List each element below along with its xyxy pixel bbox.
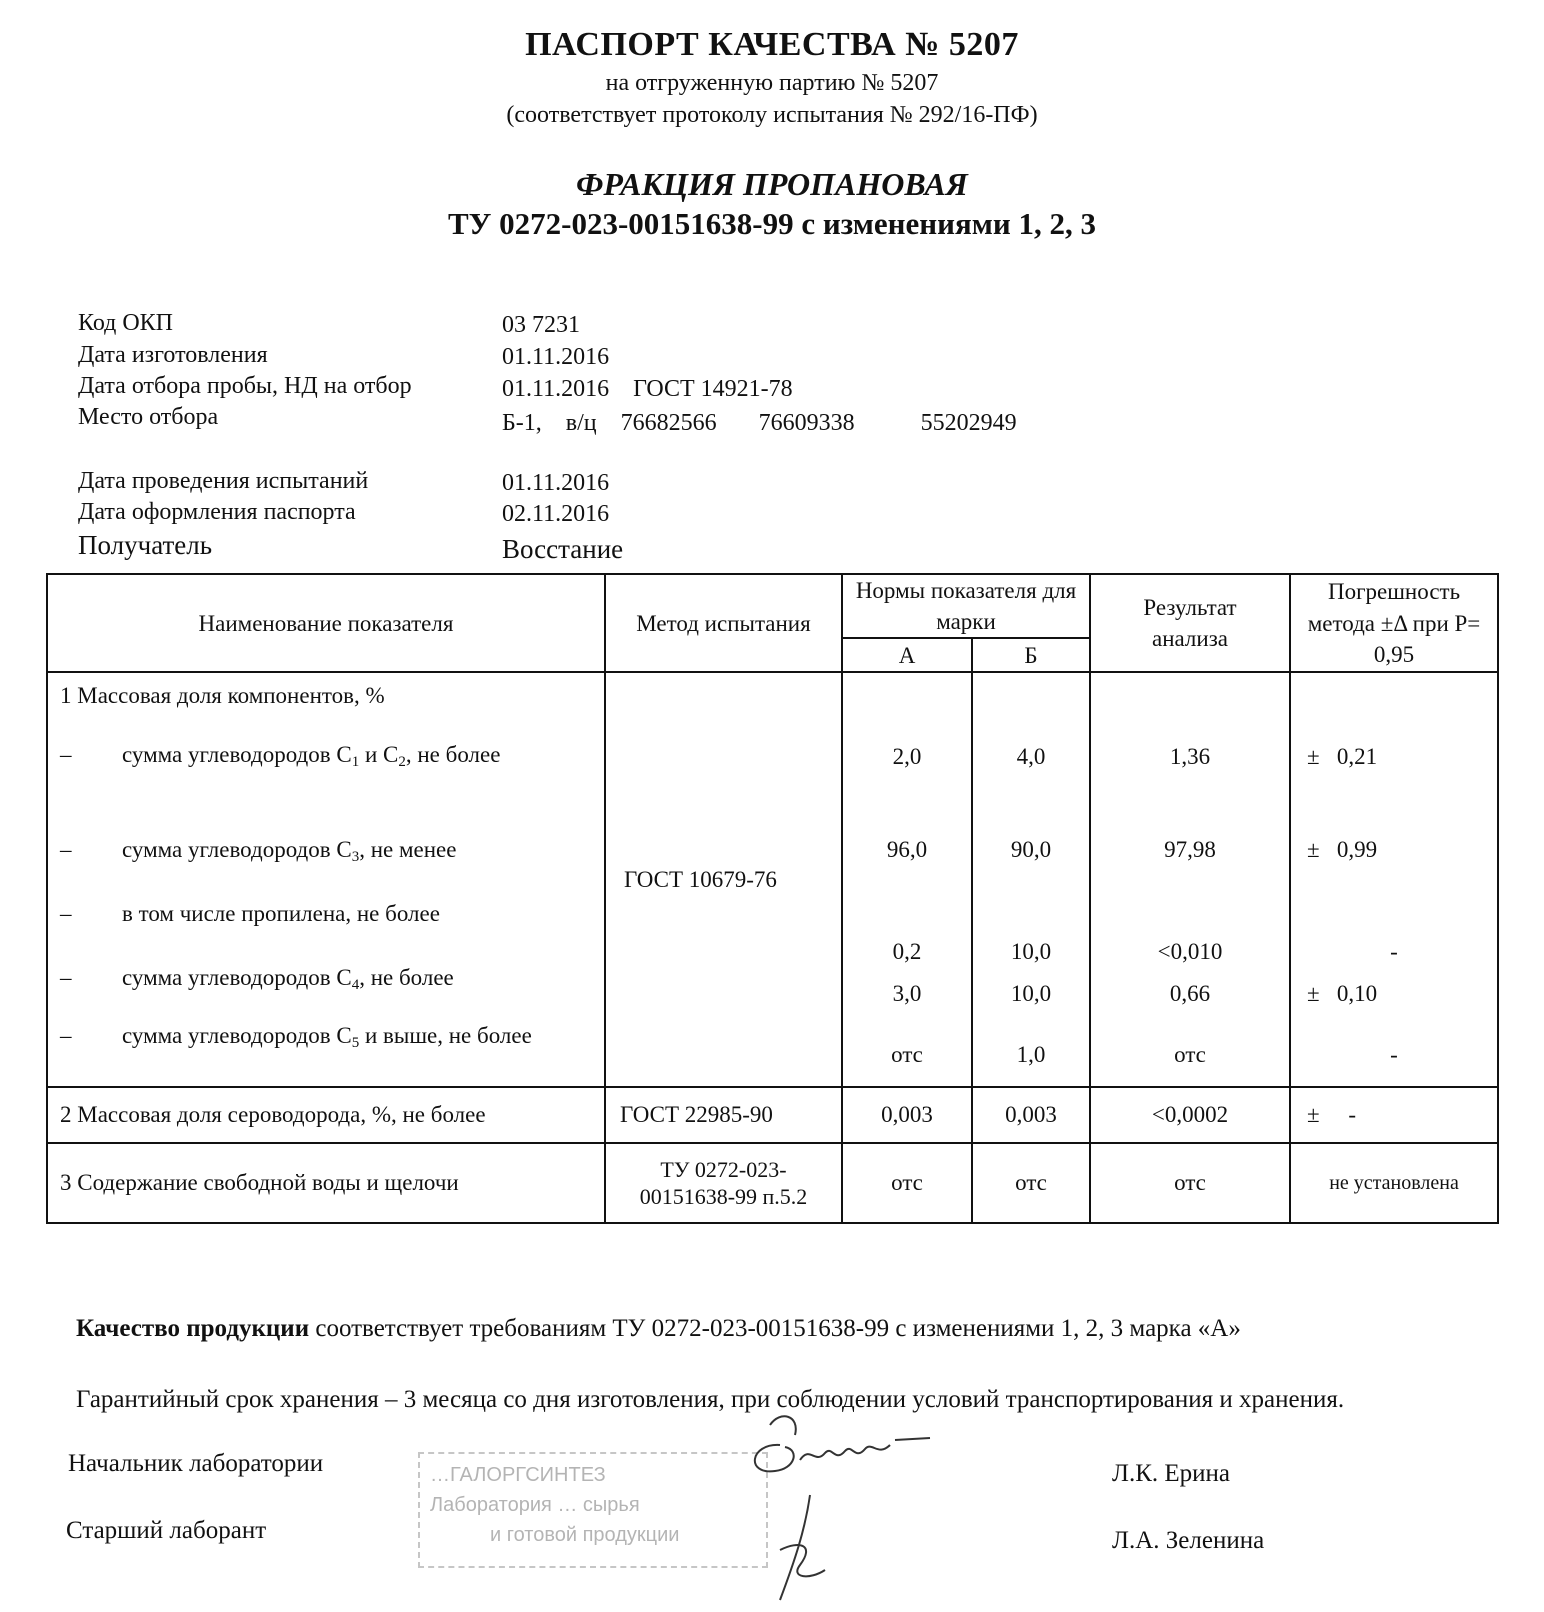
field-label: Получатель — [78, 530, 213, 560]
table-row — [47, 1143, 1498, 1223]
error: ± 0,99 — [1290, 837, 1498, 901]
norm-b: 0,003 — [972, 1087, 1090, 1143]
table-row: – сумма углеводородов $С_4$, не более 3,0 10,0 0,66 ± 0,10 — [47, 965, 1498, 1023]
row-label: 2 Массовая доля сероводорода, %, не более — [47, 1087, 605, 1143]
field-value: 02.11.2016 — [502, 501, 610, 527]
result: отс — [1090, 1023, 1290, 1087]
signer-role: Старший лаборант — [66, 1517, 267, 1544]
norm-a: отс — [842, 1143, 972, 1223]
header-norm-b: Б — [972, 638, 1090, 672]
result: 0,66 — [1090, 965, 1290, 1023]
norm-b: 10,0 — [972, 901, 1090, 965]
protocol-line: (соответствует протоколу испытания № 292/16-ПФ) — [506, 102, 1038, 128]
error: ± 0,21 — [1290, 742, 1498, 837]
field-label: Дата оформления паспорта — [78, 499, 356, 525]
spec-line: ТУ 0272-023-00151638-99 с изменениями 1, 2, 3 — [447, 206, 1096, 241]
table-row: – в том числе пропилена, не более 0,2 10,0 <0,010 - — [47, 901, 1498, 965]
field-label: Дата проведения испытаний — [78, 468, 369, 494]
field-label: Место отбора — [78, 404, 219, 430]
norm-a: 0,2 — [842, 901, 972, 965]
field-value: Восстание — [502, 534, 624, 564]
error: - — [1290, 901, 1498, 965]
table-row: – сумма углеводородов $С_5$ и выше, не более отс 1,0 отс - — [47, 1023, 1498, 1087]
signer-name: Л.К. Ерина — [1112, 1460, 1231, 1487]
table-row: – сумма углеводородов $С_3$, не менее 96,0 90,0 97,98 ± 0,99 — [47, 837, 1498, 901]
error: не установлена — [1290, 1143, 1498, 1223]
field-value: 01.11.2016 — [502, 470, 610, 496]
lab-stamp: …ГАЛОРГСИНТЕЗ Лаборатория … сырья и готовой продукции — [418, 1452, 768, 1568]
header-method: Метод испытания — [605, 574, 842, 672]
norm-b: отс — [972, 1143, 1090, 1223]
quality-statement: Качество продукции соответствует требованиям ТУ 0272-023-00151638-99 с изменениями 1, 2, 3 марка «А» — [76, 1315, 1241, 1342]
result: отс — [1090, 1143, 1290, 1223]
result: 97,98 — [1090, 837, 1290, 901]
error: - — [1290, 1023, 1498, 1087]
row-method: ГОСТ 22985-90 — [605, 1087, 842, 1143]
result: <0,0002 — [1090, 1087, 1290, 1143]
field-value: 03 7231 — [502, 312, 580, 338]
header-norms: Нормы показателя для марки — [842, 574, 1090, 638]
result: 1,36 — [1090, 742, 1290, 837]
guarantee-text: Гарантийный срок хранения – 3 месяца со дня изготовления, при соблюдении условий транспортирования и хранения. — [76, 1386, 1345, 1413]
dash: – — [60, 742, 72, 768]
norm-b: 1,0 — [972, 1023, 1090, 1087]
document-title: ПАСПОРТ КАЧЕСТВА № 5207 — [525, 26, 1019, 63]
product-name: ФРАКЦИЯ ПРОПАНОВАЯ — [576, 166, 968, 202]
group-title: 1 Массовая доля компонентов, % — [47, 672, 605, 742]
norm-b: 4,0 — [972, 742, 1090, 837]
row-method: ТУ 0272-023-00151638-99 п.5.2 — [605, 1143, 842, 1223]
field-value: 01.11.2016 — [502, 344, 610, 370]
table-row — [47, 1087, 1498, 1143]
group-method: ГОСТ 10679-76 — [605, 672, 842, 1087]
error: ± - — [1290, 1087, 1498, 1143]
field-label: Код ОКП — [78, 310, 174, 336]
norm-b: 10,0 — [972, 965, 1090, 1023]
field-label: Дата изготовления — [78, 342, 268, 368]
norm-a: 2,0 — [842, 742, 972, 837]
header-name: Наименование показателя — [47, 574, 605, 672]
row-label: 3 Содержание свободной воды и щелочи — [47, 1143, 605, 1223]
norm-a: 3,0 — [842, 965, 972, 1023]
shipment-line: на отгруженную партию № 5207 — [605, 70, 939, 96]
field-value: Б-1, в/ц 76682566 76609338 55202949 — [502, 410, 1017, 436]
norm-a: отс — [842, 1023, 972, 1087]
signer-role: Начальник лаборатории — [68, 1450, 324, 1477]
header-error: Погрешность метода ±Δ при Р= 0,95 — [1290, 574, 1498, 672]
quality-table — [46, 573, 1499, 1224]
field-label: Дата отбора пробы, НД на отбор — [78, 373, 412, 399]
header-result: Результат анализа — [1090, 574, 1290, 672]
norm-a: 0,003 — [842, 1087, 972, 1143]
header-norm-a: А — [842, 638, 972, 672]
signer-name: Л.А. Зеленина — [1112, 1527, 1265, 1554]
field-value: 01.11.2016 ГОСТ 14921-78 — [502, 376, 793, 402]
error: ± 0,10 — [1290, 965, 1498, 1023]
table-row: – сумма углеводородов $С_1$ и $С_2$, не более 2,0 4,0 1,36 ± 0,21 — [47, 742, 1498, 837]
norm-b: 90,0 — [972, 837, 1090, 901]
norm-a: 96,0 — [842, 837, 972, 901]
result: <0,010 — [1090, 901, 1290, 965]
